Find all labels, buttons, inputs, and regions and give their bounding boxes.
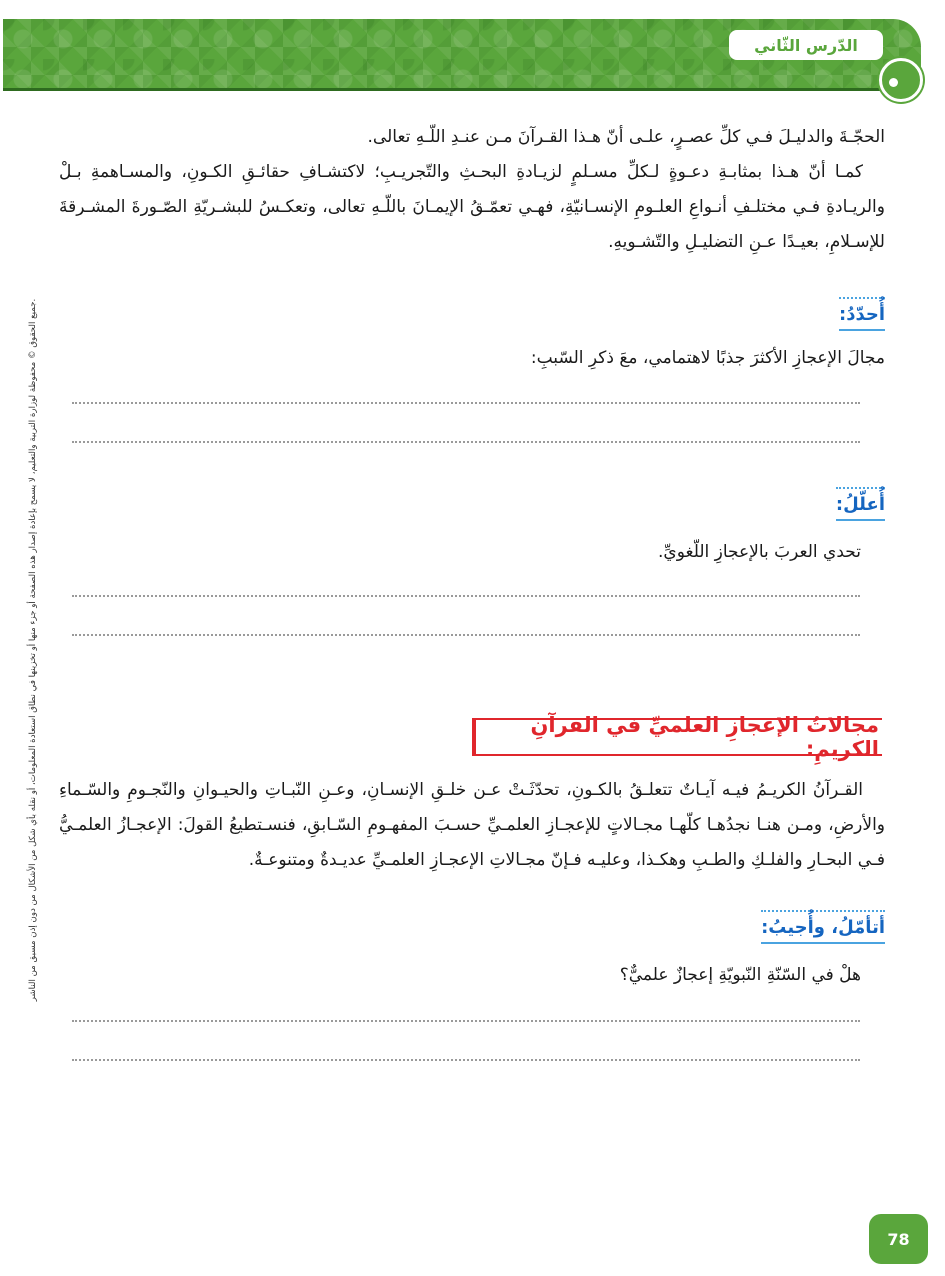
heading-underline <box>839 329 885 331</box>
ring-dot-icon <box>889 78 898 87</box>
intro-paragraph-2: كمـا أنّ هـذا بمثابـةِ دعـوةٍ لـكلِّ مسـلمٍ لزيـادةِ البحـثِ والتّجريـبِ؛ لاكتشـافِ حقائـقِ الكـونِ، والمسـاهمةِ بـلْ والريـادةِ فـي مختلـفِ أنـواعِ العلـومِ الإنسـانيّةِ، فهـي تعمّـقُ الإيمـانَ باللّـهِ تعالى، وتعكـسُ للبشـريّةِ الصّـورةَ المشـرقةَ للإسـلامِ، بعيـدًا عـنِ التضليـلِ والتّشـويهِ. <box>59 162 885 252</box>
heading-dots <box>761 910 885 912</box>
header-divider <box>3 88 893 91</box>
section-title: مجالاتُ الإعجازِ العلميِّ في القرآنِ الكريمِ: <box>472 718 882 756</box>
activity-prompt-justify: تحدي العربَ بالإعجازِ اللّغويِّ. <box>658 542 861 562</box>
activity-heading-define-text: أُحدّدُ: <box>839 304 885 325</box>
heading-dots <box>839 297 885 299</box>
section-body: القـرآنُ الكريـمُ فيـه آيـاتٌ تتعلـقُ بالكـونِ، تحدّثَـتْ عـن خلـقِ الإنسـانِ، وعـنِ النّبـاتِ والحيـوانِ والنّجـومِ والسّـماءِ والأرضِ، ومـن هنـا نجدُهـا كلّهـا مجـالاتٍ للإعجـازِ العلمـيِّ حسـبَ المفهـومِ السّـابقِ، فنسـتطيعُ القولَ: الإعجـازُ العلمـيُّ فـي البحـارِ والفلـكِ والطـبِ وهكـذا، وعليـه فـإنّ مجـالاتِ الإعجـازِ العلمـيِّ عديـدةٌ ومتنوعـةٌ. <box>59 780 885 870</box>
heading-underline <box>836 519 885 521</box>
intro-line-1: الحجّـةَ والدليـلَ فـي كلِّ عصـرٍ، علـى أنّ هـذا القـرآنَ مـن عنـدِ اللّـهِ تعالى. <box>367 127 885 147</box>
activity-prompt-reflect: هلْ في السّنّةِ النّبويّةِ إعجازٌ علميٌّ؟ <box>619 965 861 985</box>
answer-line[interactable] <box>72 402 860 404</box>
answer-line[interactable] <box>72 595 860 597</box>
answer-line[interactable] <box>72 1020 860 1022</box>
answer-line[interactable] <box>72 441 860 443</box>
lesson-label: الدّرس الثّاني <box>729 30 883 60</box>
answer-line[interactable] <box>72 634 860 636</box>
page-number: 78 <box>869 1214 928 1264</box>
corner-ring-icon <box>879 58 923 102</box>
activity-heading-justify-text: أُعلّلُ: <box>835 494 885 515</box>
activity-heading-reflect-text: أتأمّلُ، وأُجيبُ: <box>761 917 885 938</box>
activity-heading-reflect <box>761 910 885 944</box>
activity-heading-define <box>839 297 885 331</box>
activity-heading-justify <box>836 487 885 521</box>
answer-line[interactable] <box>72 1059 860 1061</box>
activity-prompt-define: مجالَ الإعجازِ الأكثرَ جذبًا لاهتمامي، معَ ذكرِ السّببِ: <box>530 348 885 368</box>
heading-dots <box>836 487 885 489</box>
heading-underline <box>761 942 885 944</box>
copyright-note: جميع الحقوق © محفوظة لوزارة التربية والتعليم، لا يسمح بإعادة إصدار هذه الصفحة أو جزء منها أو تخزينها في نطاق استعادة المعلومات، أو نقله بأي شكل من الأشكال من دون إذن مسبق من الناشر. <box>28 298 38 1002</box>
